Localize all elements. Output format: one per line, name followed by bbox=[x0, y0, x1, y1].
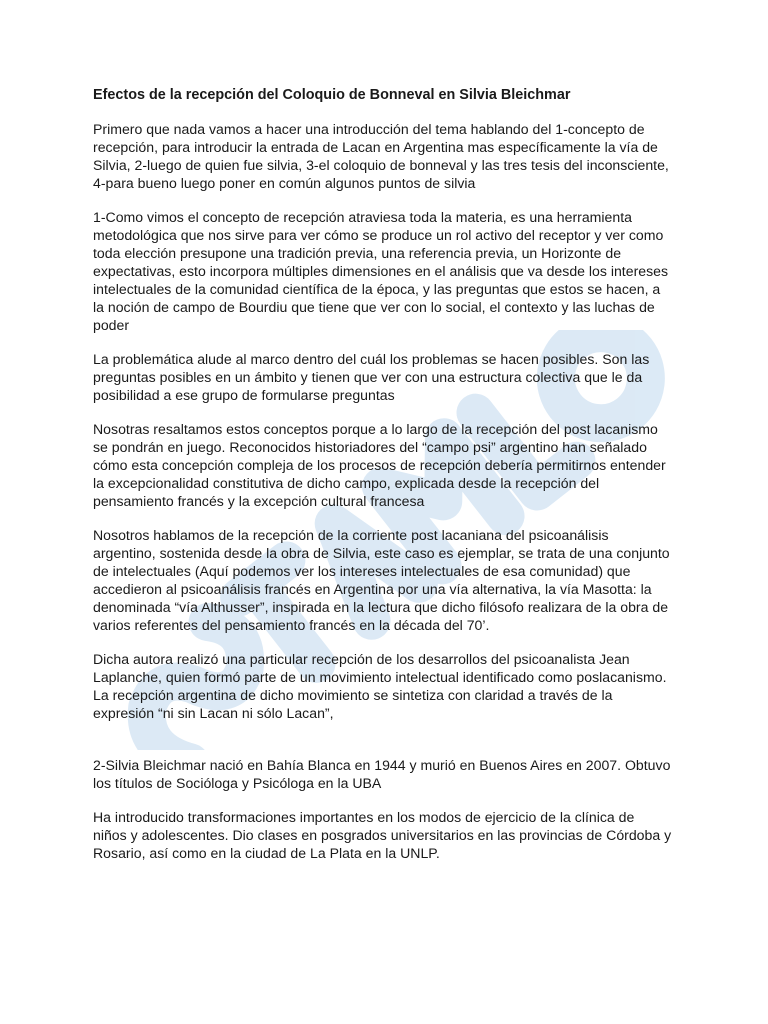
document-body bbox=[93, 120, 693, 862]
paragraph-line: Dicha autora realizó una particular recepción de los desarrollos del psicoanalista Jean bbox=[93, 651, 630, 667]
paragraph-line: intelectuales de la comunidad científica de la época, y las preguntas que estos se hacen, a bbox=[93, 281, 661, 297]
paragraph-line: expresión “ni sin Lacan ni sólo Lacan”, bbox=[93, 705, 334, 721]
paragraph-line: la noción de campo de Bourdiu que tiene que ver con lo social, el contexto y las luchas de bbox=[93, 299, 655, 315]
paragraph bbox=[93, 808, 693, 862]
paragraph-line: pensamiento francés y la excepción cultural francesa bbox=[93, 493, 425, 509]
paragraph-line: Nosotros hablamos de la recepción de la corriente post lacaniana del psicoanálisis bbox=[93, 527, 609, 543]
paragraph bbox=[93, 756, 693, 792]
paragraph-line: varios referentes del pensamiento francés en la década del 70’. bbox=[93, 617, 490, 633]
paragraph-line: poder bbox=[93, 317, 130, 333]
paragraph-line: cómo esta concepción compleja de los procesos de recepción debería permitirnos entender bbox=[93, 457, 666, 473]
paragraph bbox=[93, 650, 693, 722]
paragraph-line: 2-Silvia Bleichmar nació en Bahía Blanca en 1944 y murió en Buenos Aires en 2007. Obtuvo bbox=[93, 757, 671, 773]
paragraph-line: niños y adolescentes. Dio clases en posgrados universitarios en las provincias de Córdoba y bbox=[93, 827, 672, 843]
paragraph-line: Rosario, así como en la ciudad de La Plata en la UNLP. bbox=[93, 845, 440, 861]
paragraph-line: Primero que nada vamos a hacer una introducción del tema hablando del 1-concepto de bbox=[93, 121, 645, 137]
paragraph-line: Silvia, 2-luego de quien fue silvia, 3-el coloquio de bonneval y las tres tesis del inconsciente, bbox=[93, 157, 669, 173]
paragraph-line: Nosotras resaltamos estos conceptos porque a lo largo de la recepción del post lacanismo bbox=[93, 421, 658, 437]
paragraph-line: La recepción argentina de dicho movimiento se sintetiza con claridad a través de la bbox=[93, 687, 613, 703]
paragraph-line: expectativas, esto incorpora múltiples dimensiones en el análisis que va desde los intereses bbox=[93, 263, 669, 279]
paragraph-line: accedieron al psicoanálisis francés en Argentina por una vía alternativa, la vía Masotta: la bbox=[93, 581, 652, 597]
paragraph-line: argentino, sostenida desde la obra de Silvia, este caso es ejemplar, se trata de una conjunto bbox=[93, 545, 670, 561]
paragraph-line: toda elección presupone una tradición previa, una referencia previa, un Horizonte de bbox=[93, 245, 622, 261]
paragraph-line: recepción, para introducir la entrada de Lacan en Argentina mas específicamente la vía de bbox=[93, 139, 658, 155]
paragraph-line: La problemática alude al marco dentro del cuál los problemas se hacen posibles. Son las bbox=[93, 351, 650, 367]
paragraph bbox=[93, 420, 693, 510]
paragraph-line: de intelectuales (Aquí podemos ver los intereses intelectuales de esa comunidad) que bbox=[93, 563, 631, 579]
section-spacer bbox=[93, 738, 693, 756]
paragraph-line: 4-para bueno luego poner en común algunos puntos de silvia bbox=[93, 175, 476, 191]
paragraph-line: denominada “vía Althusser”, inspirada en la lectura que dicho filósofo realizara de la obra de bbox=[93, 599, 669, 615]
paragraph bbox=[93, 120, 693, 192]
paragraph bbox=[93, 350, 693, 404]
paragraph-line: metodológica que nos sirve para ver cómo se produce un rol activo del receptor y ver como bbox=[93, 227, 664, 243]
paragraph-line: preguntas posibles en un ámbito y tienen que ver con una estructura colectiva que le da bbox=[93, 369, 643, 385]
paragraph-line: posibilidad a ese grupo de formularse preguntas bbox=[93, 387, 395, 403]
paragraph bbox=[93, 208, 693, 334]
paragraph-line: Ha introducido transformaciones importantes en los modos de ejercicio de la clínica de bbox=[93, 809, 635, 825]
paragraph-line: Laplanche, quien formó parte de un movimiento intelectual identificado como poslacanismo. bbox=[93, 669, 667, 685]
paragraph-line: los títulos de Socióloga y Psicóloga en la UBA bbox=[93, 775, 382, 791]
document-page bbox=[93, 86, 693, 878]
paragraph-line: se pondrán en juego. Reconocidos historiadores del “campo psi” argentino han señalado bbox=[93, 439, 647, 455]
paragraph-line: 1-Como vimos el concepto de recepción atraviesa toda la materia, es una herramienta bbox=[93, 209, 632, 225]
paragraph-line: la excepcionalidad constitutiva de dicho campo, explicada desde la recepción del bbox=[93, 475, 600, 491]
document-title: Efectos de la recepción del Coloquio de Bonneval en Silvia Bleichmar bbox=[93, 87, 571, 103]
paragraph bbox=[93, 526, 693, 634]
